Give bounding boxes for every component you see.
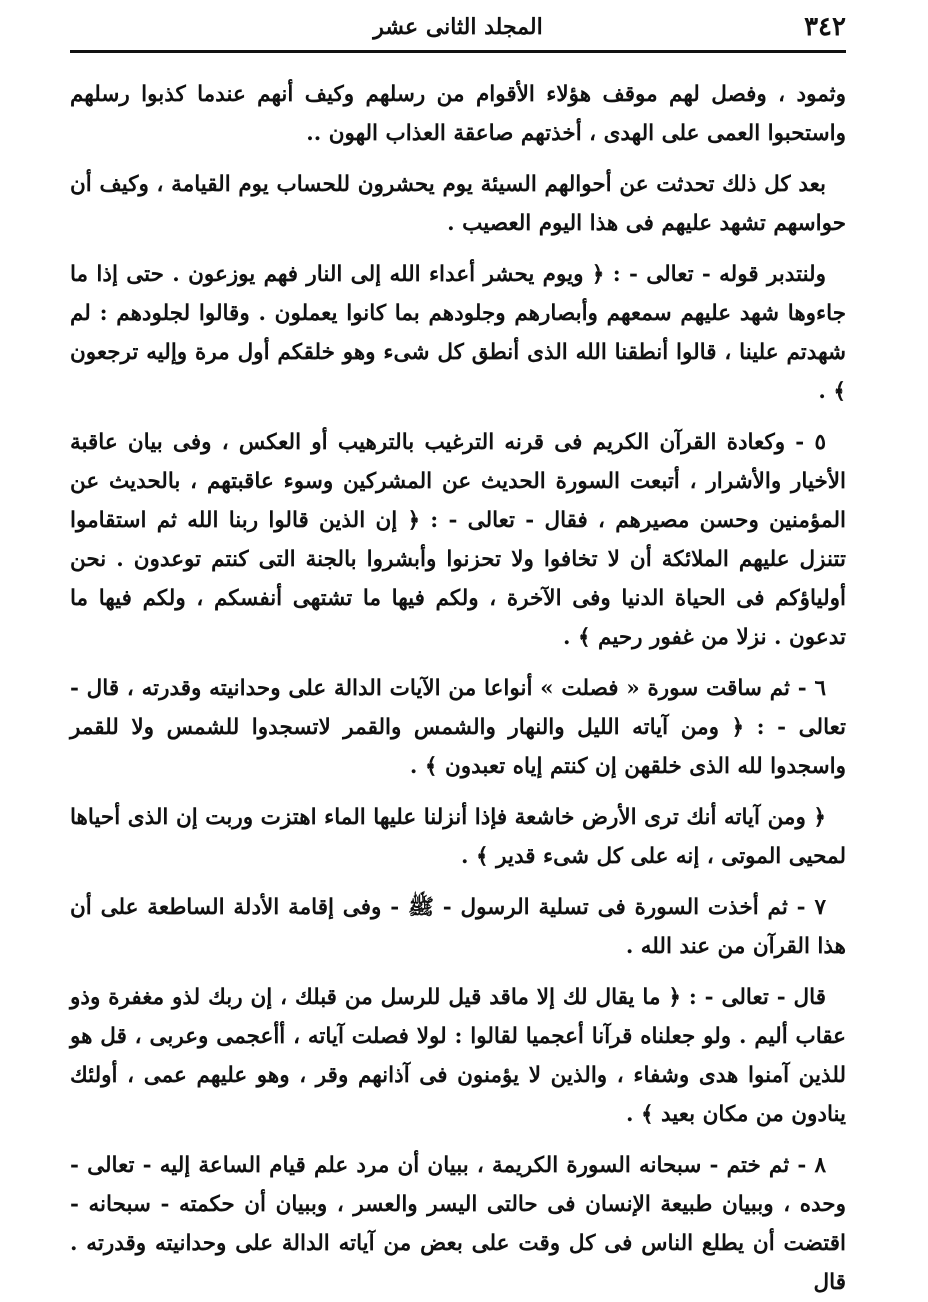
paragraph: بعد كل ذلك تحدثت عن أحوالهم السيئة يوم يحشرون للحساب يوم القيامة ، وكيف أن حواسهم تشهد عليهم فى هذا اليوم العصيب .	[70, 172, 846, 236]
paragraph: ٨ - ثم ختم - سبحانه السورة الكريمة ، ببيان أن مرد علم قيام الساعة إليه - تعالى - وحده ، وببيان طبيعة الإنسان فى حالتى اليسر والعسر ، وببيان أن حكمته - سبحانه - اقتضت أن يطلع الناس فى كل وقت على بعض من آياته الدالة على وحدانيته وقدرته . قال	[70, 1153, 846, 1295]
page-header	[70, 8, 846, 53]
paragraph: ولنتدبر قوله - تعالى - : ﴿ ويوم يحشر أعداء الله إلى النار فهم يوزعون . حتى إذا ما جاءوها شهد عليهم سمعهم وأبصارهم وجلودهم بما كانوا يعملون . وقالوا لجلودهم : لم شهدتم علينا ، قالوا أنطقنا الله الذى أنطق كل شىء وهو خلقكم أول مرة وإليه ترجعون ﴾ .	[70, 262, 846, 404]
paragraph: قال - تعالى - : ﴿ ما يقال لك إلا ماقد قيل للرسل من قبلك ، إن ربك لذو مغفرة وذو عقاب أليم . ولو جعلناه قرآنا أعجميا لقالوا : لولا فصلت آياته ، أأعجمى وعربى ، قل هو للذين آمنوا هدى وشفاء ، والذين لا يؤمنون فى آذانهم وقر ، وهو عليهم عمى ، أولئك ينادون من مكان بعيد ﴾ .	[70, 985, 846, 1127]
running-title: المجلد الثانى عشر	[373, 14, 543, 40]
paragraph: ٦ - ثم ساقت سورة « فصلت » أنواعا من الآيات الدالة على وحدانيته وقدرته ، قال - تعالى - : ﴿ ومن آياته الليل والنهار والشمس والقمر لاتسجدوا للشمس ولا للقمر واسجدوا لله الذى خلقهن إن كنتم إياه تعبدون ﴾ .	[70, 676, 846, 779]
paragraph: ﴿ ومن آياته أنك ترى الأرض خاشعة فإذا أنزلنا عليها الماء اهتزت وربت إن الذى أحياها لمحيى الموتى ، إنه على كل شىء قدير ﴾ .	[70, 805, 846, 869]
page-number: ٣٤٢	[804, 12, 846, 42]
paragraph: وثمود ، وفصل لهم موقف هؤلاء الأقوام من رسلهم وكيف أنهم عندما كذبوا رسلهم واستحبوا العمى على الهدى ، أخذتهم صاعقة العذاب الهون ..	[70, 82, 846, 146]
paragraph: ٧ - ثم أخذت السورة فى تسلية الرسول - ﷺ - وفى إقامة الأدلة الساطعة على أن هذا القرآن من عند الله .	[70, 895, 846, 959]
page-body	[70, 75, 846, 1302]
book-page	[70, 8, 846, 1295]
paragraph: ٥ - وكعادة القرآن الكريم فى قرنه الترغيب بالترهيب أو العكس ، وفى بيان عاقبة الأخيار والأشرار ، أتبعت السورة الحديث عن المشركين وسوء عاقبتهم ، بالحديث عن المؤمنين وحسن مصيرهم ، فقال - تعالى - : ﴿ إن الذين قالوا ربنا الله ثم استقاموا تتنزل عليهم الملائكة أن لا تخافوا ولا تحزنوا وأبشروا بالجنة التى كنتم توعدون . نحن أولياؤكم فى الحياة الدنيا وفى الآخرة ، ولكم فيها ما تشتهى أنفسكم ، ولكم فيها ما تدعون . نزلا من غفور رحيم ﴾ .	[70, 430, 846, 650]
